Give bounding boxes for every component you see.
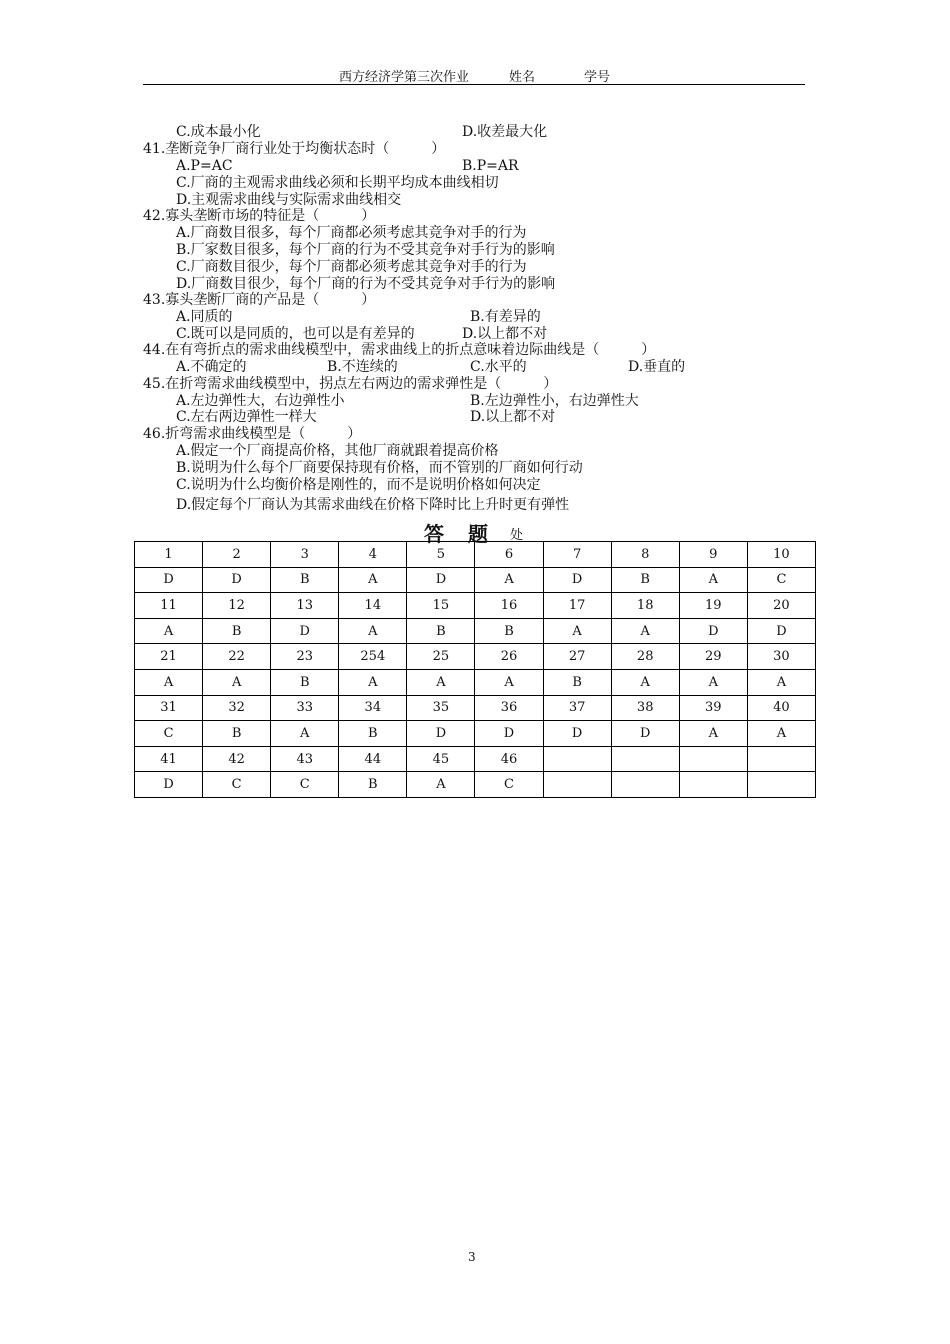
q40-option-d: D.收差最大化 bbox=[462, 124, 548, 140]
question-number-cell: 46 bbox=[475, 746, 543, 772]
answer-row bbox=[135, 772, 816, 798]
q45-option-a: A.左边弹性大，右边弹性小 bbox=[176, 393, 345, 409]
answer-cell: A bbox=[679, 567, 747, 593]
header-id-label: 学号 bbox=[584, 70, 611, 85]
question-number-cell: 7 bbox=[543, 542, 611, 568]
answer-cell: A bbox=[475, 669, 543, 695]
question-number-cell: 8 bbox=[611, 542, 679, 568]
answer-cell: A bbox=[339, 669, 407, 695]
answer-cell bbox=[747, 772, 815, 798]
answer-cell: D bbox=[475, 721, 543, 747]
question-number-cell: 19 bbox=[679, 593, 747, 619]
question-number-cell: 254 bbox=[339, 644, 407, 670]
question-number-cell: 35 bbox=[407, 695, 475, 721]
question-number-cell: 4 bbox=[339, 542, 407, 568]
answer-cell: A bbox=[475, 567, 543, 593]
question-number-cell: 30 bbox=[747, 644, 815, 670]
question-number-cell: 44 bbox=[339, 746, 407, 772]
answer-cell: C bbox=[271, 772, 339, 798]
question-number-cell: 32 bbox=[203, 695, 271, 721]
answer-cell: D bbox=[747, 618, 815, 644]
answer-cell: B bbox=[271, 669, 339, 695]
q43-option-c: C.既可以是同质的，也可以是有差异的 bbox=[176, 326, 415, 342]
question-number-cell: 34 bbox=[339, 695, 407, 721]
answer-cell: B bbox=[339, 772, 407, 798]
question-number-row bbox=[135, 593, 816, 619]
question-number-cell bbox=[543, 746, 611, 772]
answer-cell: A bbox=[747, 721, 815, 747]
q46-option-d: D.假定每个厂商认为其需求曲线在价格下降时比上升时更有弹性 bbox=[176, 497, 570, 513]
question-46: 46.折弯需求曲线模型是（ ） bbox=[143, 426, 362, 442]
answer-cell: D bbox=[203, 567, 271, 593]
question-number-cell: 45 bbox=[407, 746, 475, 772]
answer-table bbox=[134, 541, 816, 798]
answer-cell: C bbox=[747, 567, 815, 593]
answer-row bbox=[135, 618, 816, 644]
question-45: 45.在折弯需求曲线模型中，拐点左右两边的需求弹性是（ ） bbox=[143, 376, 558, 392]
answer-cell: A bbox=[543, 618, 611, 644]
answer-cell: A bbox=[203, 669, 271, 695]
answer-cell: C bbox=[135, 721, 203, 747]
answer-row bbox=[135, 567, 816, 593]
q46-option-c: C.说明为什么均衡价格是刚性的，而不是说明价格如何决定 bbox=[176, 477, 541, 493]
answer-cell: B bbox=[543, 669, 611, 695]
q41-option-c: C.厂商的主观需求曲线必须和长期平均成本曲线相切 bbox=[176, 175, 499, 191]
answer-cell: B bbox=[203, 721, 271, 747]
answer-row bbox=[135, 721, 816, 747]
answer-cell: D bbox=[135, 772, 203, 798]
question-number-cell: 5 bbox=[407, 542, 475, 568]
question-number-cell: 22 bbox=[203, 644, 271, 670]
answer-cell: A bbox=[135, 618, 203, 644]
question-number-cell: 12 bbox=[203, 593, 271, 619]
q46-option-a: A.假定一个厂商提高价格，其他厂商就跟着提高价格 bbox=[176, 443, 499, 459]
question-number-cell: 14 bbox=[339, 593, 407, 619]
question-number-cell bbox=[679, 746, 747, 772]
answer-cell: D bbox=[611, 721, 679, 747]
q44-option-b: B.不连续的 bbox=[327, 359, 398, 375]
question-number-cell: 40 bbox=[747, 695, 815, 721]
question-number-cell: 9 bbox=[679, 542, 747, 568]
page-header bbox=[143, 64, 805, 85]
answer-cell: B bbox=[611, 567, 679, 593]
answer-cell: B bbox=[339, 721, 407, 747]
question-number-row bbox=[135, 695, 816, 721]
answer-cell: A bbox=[407, 669, 475, 695]
q42-option-b: B.厂家数目很多，每个厂商的行为不受其竞争对手行为的影响 bbox=[176, 242, 555, 258]
question-number-cell: 17 bbox=[543, 593, 611, 619]
q43-option-b: B.有差异的 bbox=[470, 309, 541, 325]
header-title: 西方经济学第三次作业 bbox=[339, 70, 470, 85]
question-number-cell: 2 bbox=[203, 542, 271, 568]
question-number-cell: 16 bbox=[475, 593, 543, 619]
q44-option-c: C.水平的 bbox=[470, 359, 527, 375]
question-number-row bbox=[135, 746, 816, 772]
answer-cell: A bbox=[339, 567, 407, 593]
question-number-cell: 33 bbox=[271, 695, 339, 721]
answer-row bbox=[135, 669, 816, 695]
answer-cell: C bbox=[203, 772, 271, 798]
answer-cell: A bbox=[611, 618, 679, 644]
q42-option-a: A.厂商数目很多，每个厂商都必须考虑其竞争对手的行为 bbox=[176, 225, 527, 241]
answer-section-suffix: 处 bbox=[510, 528, 524, 543]
answer-cell: D bbox=[271, 618, 339, 644]
q44-option-d: D.垂直的 bbox=[628, 359, 686, 375]
answer-cell: D bbox=[679, 618, 747, 644]
answer-cell: D bbox=[407, 721, 475, 747]
q43-option-a: A.同质的 bbox=[176, 309, 233, 325]
question-43: 43.寡头垄断厂商的产品是（ ） bbox=[143, 292, 376, 308]
q41-option-a: A.P=AC bbox=[176, 158, 233, 174]
question-number-cell bbox=[747, 746, 815, 772]
answer-cell bbox=[679, 772, 747, 798]
answer-cell: C bbox=[475, 772, 543, 798]
answer-cell: D bbox=[135, 567, 203, 593]
q45-option-b: B.左边弹性小，右边弹性大 bbox=[470, 393, 639, 409]
question-number-row bbox=[135, 644, 816, 670]
question-number-cell bbox=[611, 746, 679, 772]
question-number-cell: 36 bbox=[475, 695, 543, 721]
question-41: 41.垄断竞争厂商行业处于均衡状态时（ ） bbox=[143, 141, 446, 157]
page-number: 3 bbox=[468, 1250, 476, 1264]
answer-cell: D bbox=[543, 567, 611, 593]
question-number-cell: 39 bbox=[679, 695, 747, 721]
answer-cell: B bbox=[407, 618, 475, 644]
question-number-cell: 18 bbox=[611, 593, 679, 619]
question-number-cell: 20 bbox=[747, 593, 815, 619]
answer-cell: A bbox=[747, 669, 815, 695]
question-number-cell: 43 bbox=[271, 746, 339, 772]
question-number-cell: 28 bbox=[611, 644, 679, 670]
question-number-cell: 31 bbox=[135, 695, 203, 721]
q46-option-b: B.说明为什么每个厂商要保持现有价格，而不管别的厂商如何行动 bbox=[176, 460, 583, 476]
question-number-cell: 13 bbox=[271, 593, 339, 619]
question-number-cell: 1 bbox=[135, 542, 203, 568]
q41-option-b: B.P=AR bbox=[462, 158, 519, 174]
q43-option-d: D.以上都不对 bbox=[462, 326, 548, 342]
answer-cell: A bbox=[611, 669, 679, 695]
answer-cell: B bbox=[203, 618, 271, 644]
q45-option-c: C.左右两边弹性一样大 bbox=[176, 409, 317, 425]
question-number-cell: 6 bbox=[475, 542, 543, 568]
answer-cell: D bbox=[543, 721, 611, 747]
question-number-cell: 3 bbox=[271, 542, 339, 568]
answer-cell: D bbox=[407, 567, 475, 593]
q45-option-d: D.以上都不对 bbox=[470, 409, 556, 425]
answer-cell bbox=[611, 772, 679, 798]
answer-section-title: 答 题 bbox=[424, 522, 490, 546]
question-number-cell: 11 bbox=[135, 593, 203, 619]
question-44: 44.在有弯折点的需求曲线模型中，需求曲线上的折点意味着边际曲线是（ ） bbox=[143, 342, 656, 358]
question-number-cell: 37 bbox=[543, 695, 611, 721]
question-number-cell: 41 bbox=[135, 746, 203, 772]
q42-option-c: C.厂商数目很少，每个厂商都必须考虑其竞争对手的行为 bbox=[176, 259, 527, 275]
question-42: 42.寡头垄断市场的特征是（ ） bbox=[143, 208, 376, 224]
q40-option-c: C.成本最小化 bbox=[176, 124, 261, 140]
question-number-cell: 15 bbox=[407, 593, 475, 619]
answer-cell bbox=[543, 772, 611, 798]
answer-cell: A bbox=[339, 618, 407, 644]
answer-cell: A bbox=[407, 772, 475, 798]
question-number-cell: 29 bbox=[679, 644, 747, 670]
answer-cell: B bbox=[475, 618, 543, 644]
q44-option-a: A.不确定的 bbox=[176, 359, 247, 375]
question-number-cell: 38 bbox=[611, 695, 679, 721]
question-number-row bbox=[135, 542, 816, 568]
question-number-cell: 26 bbox=[475, 644, 543, 670]
question-number-cell: 10 bbox=[747, 542, 815, 568]
question-number-cell: 23 bbox=[271, 644, 339, 670]
q41-option-d: D.主观需求曲线与实际需求曲线相交 bbox=[176, 192, 402, 208]
answer-cell: A bbox=[135, 669, 203, 695]
answer-cell: B bbox=[271, 567, 339, 593]
header-name-label: 姓名 bbox=[509, 70, 536, 85]
q42-option-d: D.厂商数目很少，每个厂商的行为不受其竞争对手行为的影响 bbox=[176, 276, 556, 292]
question-number-cell: 27 bbox=[543, 644, 611, 670]
answer-cell: A bbox=[679, 721, 747, 747]
answer-cell: A bbox=[271, 721, 339, 747]
answer-cell: A bbox=[679, 669, 747, 695]
question-number-cell: 42 bbox=[203, 746, 271, 772]
question-number-cell: 25 bbox=[407, 644, 475, 670]
question-number-cell: 21 bbox=[135, 644, 203, 670]
